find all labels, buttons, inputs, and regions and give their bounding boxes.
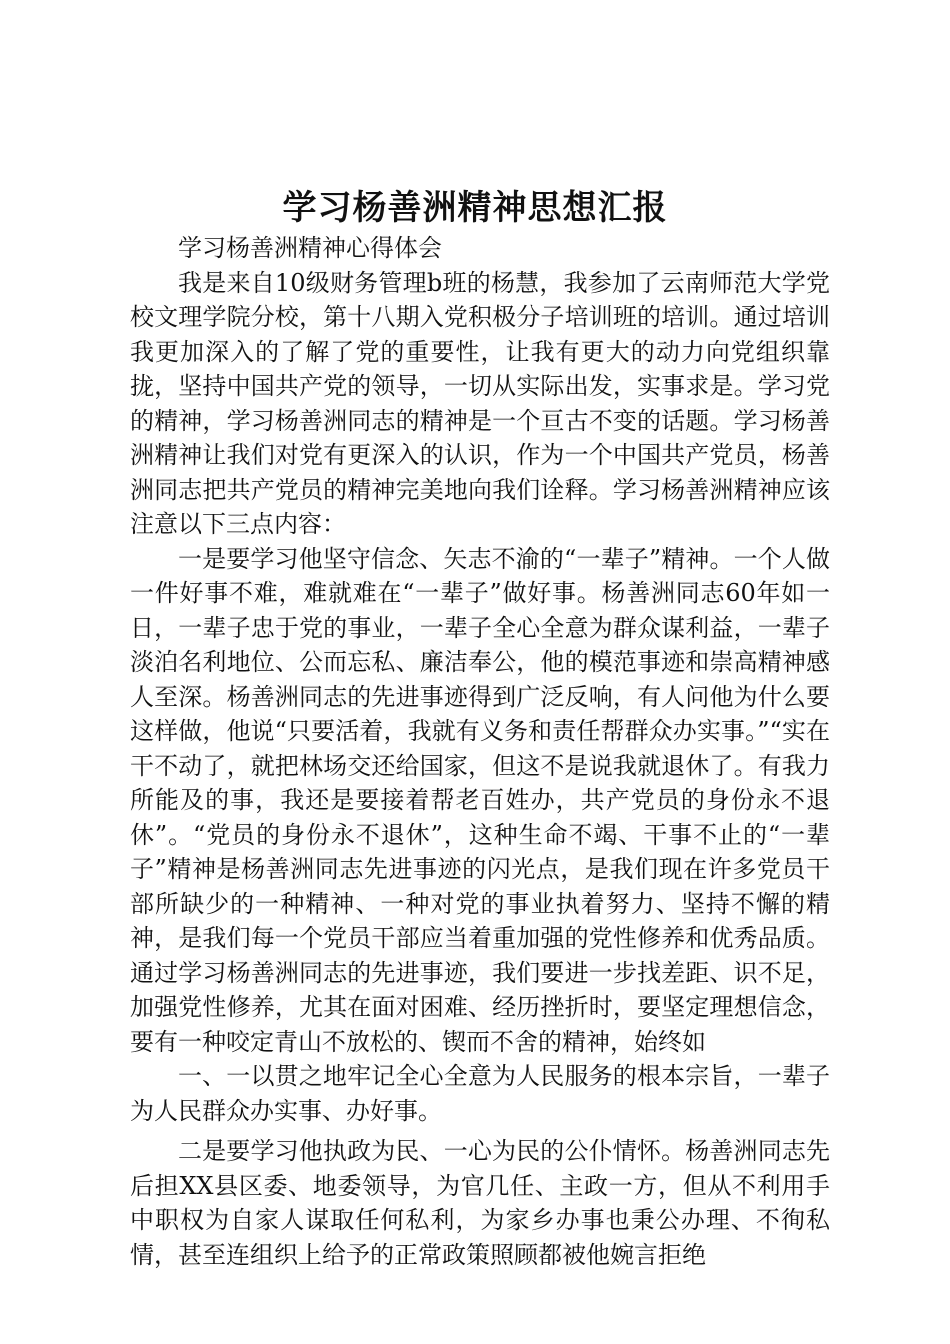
subtitle-paragraph: 学习杨善洲精神心得体会: [178, 234, 442, 262]
point-two-paragraph: 二是要学习他执政为民、一心为民的公仆情怀。杨善洲同志先后担XX县区委、地委领导，为官几任、主政一方，但从不利用手中职权为自家人谋取任何私利，为家乡办事也秉公办理、不徇私情，甚至连组织上给予的正常政策照顾都被他婉言拒绝: [130, 1137, 830, 1269]
intro-paragraph: 我是来自10级财务管理b班的杨慧，我参加了云南师范大学党校文理学院分校，第十八期入党积极分子培训班的培训。通过培训我更加深入的了解了党的重要性，让我有更大的动力向党组织靠拢，坚持中国共产党的领导，一切从实际出发，实事求是。学习党的精神，学习杨善洲同志的精神是一个亘古不变的话题。学习杨善洲精神让我们对党有更深入的认识，作为一个中国共产党员，杨善洲同志把共产党员的精神完美地向我们诠释。学习杨善洲精神应该注意以下三点内容：: [130, 268, 830, 538]
point-one-continued-paragraph: 一、一以贯之地牢记全心全意为人民服务的根本宗旨，一辈子为人民群众办实事、办好事。: [130, 1062, 830, 1125]
document-title: 学习杨善洲精神思想汇报: [282, 188, 668, 228]
document-body: [130, 231, 830, 1272]
point-one-paragraph: 一是要学习他坚守信念、矢志不渝的“一辈子”精神。一个人做一件好事不难，难就难在“一辈子”做好事。杨善洲同志60年如一日，一辈子忠于党的事业，一辈子全心全意为群众谋利益，一辈子淡泊名利地位、公而忘私、廉洁奉公，他的模范事迹和崇高精神感人至深。杨善洲同志的先进事迹得到广泛反响，有人问他为什么要这样做，他说“只要活着，我就有义务和责任帮群众办实事。”“实在干不动了，就把林场交还给国家，但这不是说我就退休了。有我力所能及的事，我还是要接着帮老百姓办，共产党员的身份永不退休”。“党员的身份永不退休”，这种生命不竭、干事不止的“一辈子”精神是杨善洲同志先进事迹的闪光点，是我们现在许多党员干部所缺少的一种精神、一种对党的事业执着努力、坚持不懈的精神，是我们每一个党员干部应当着重加强的党性修养和优秀品质。通过学习杨善洲同志的先进事迹，我们要进一步找差距、识不足，加强党性修养，尤其在面对困难、经历挫折时，要坚定理想信念，要有一种咬定青山不放松的、锲而不舍的精神，始终如: [130, 544, 830, 1056]
